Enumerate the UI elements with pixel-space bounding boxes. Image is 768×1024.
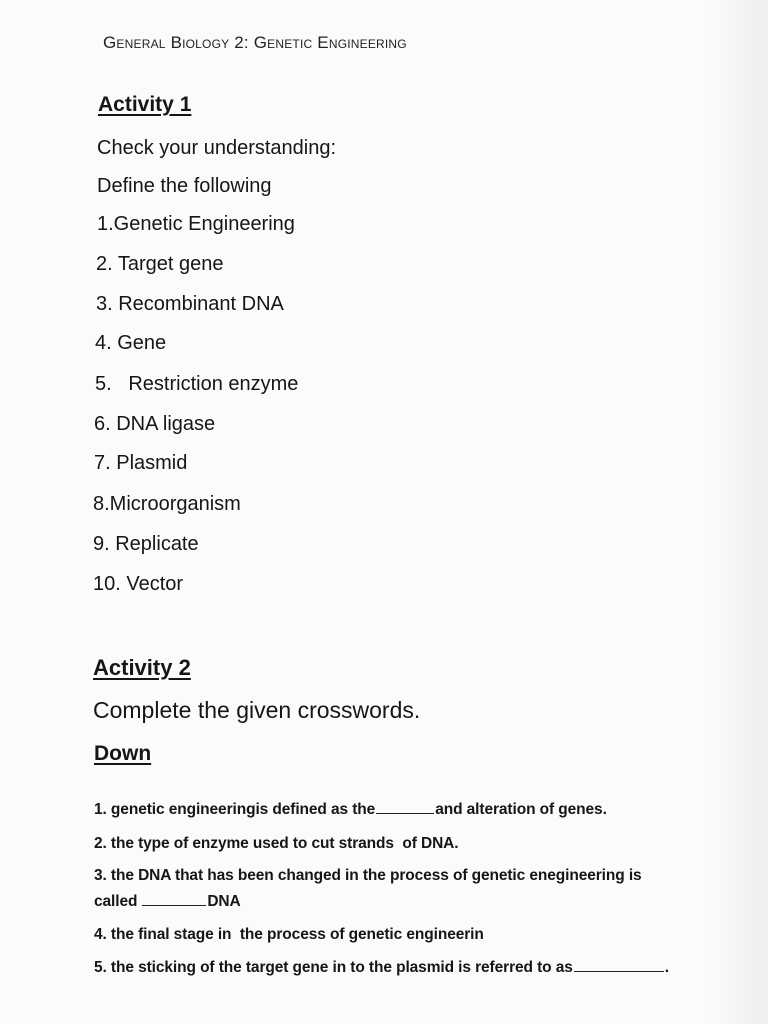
clue-3-text-after: DNA xyxy=(207,893,241,910)
page-edge-shadow xyxy=(708,0,768,1024)
clue-5 xyxy=(94,959,669,977)
definition-item: 10. Vector xyxy=(93,573,184,595)
definition-item: 7. Plasmid xyxy=(94,452,188,474)
clue-3-line-1: 3. the DNA that has been changed in the process of genetic enegineering is xyxy=(94,867,642,884)
page-header: General Biology 2: Genetic Engineering xyxy=(103,33,407,52)
answer-blank xyxy=(142,904,206,906)
definition-item: 6. DNA ligase xyxy=(94,413,216,435)
answer-blank xyxy=(574,970,664,972)
activity-1-instruction: Check your understanding: xyxy=(97,137,337,159)
activity-1-heading: Activity 1 xyxy=(98,93,192,116)
clue-4: 4. the final stage in the process of genetic engineerin xyxy=(94,926,484,943)
activity-1-subinstruction: Define the following xyxy=(97,175,272,197)
definition-item: 2. Target gene xyxy=(96,253,224,275)
definition-item: 4. Gene xyxy=(95,332,167,354)
definition-item: 5. Restriction enzyme xyxy=(95,373,299,395)
definition-item: 8.Microorganism xyxy=(93,493,241,515)
clue-5-text-after: . xyxy=(664,959,669,976)
activity-2-heading: Activity 2 xyxy=(93,655,191,680)
clue-1-text-before: 1. genetic engineeringis defined as the xyxy=(94,801,376,818)
clue-1-text-after: and alteration of genes. xyxy=(435,801,607,818)
clue-2: 2. the type of enzyme used to cut strands of DNA. xyxy=(94,835,459,852)
definition-item: 9. Replicate xyxy=(93,533,199,555)
definition-item: 1.Genetic Engineering xyxy=(97,213,295,235)
clue-5-text-before: 5. the sticking of the target gene in to the plasmid is referred to as xyxy=(94,959,573,976)
clue-1 xyxy=(94,801,607,819)
down-heading: Down xyxy=(94,742,152,765)
clue-3-line-2 xyxy=(94,893,241,911)
answer-blank xyxy=(376,812,434,814)
activity-2-instruction: Complete the given crosswords. xyxy=(93,697,421,723)
definition-item: 3. Recombinant DNA xyxy=(96,293,284,315)
clue-3-text-before: called xyxy=(94,893,138,910)
